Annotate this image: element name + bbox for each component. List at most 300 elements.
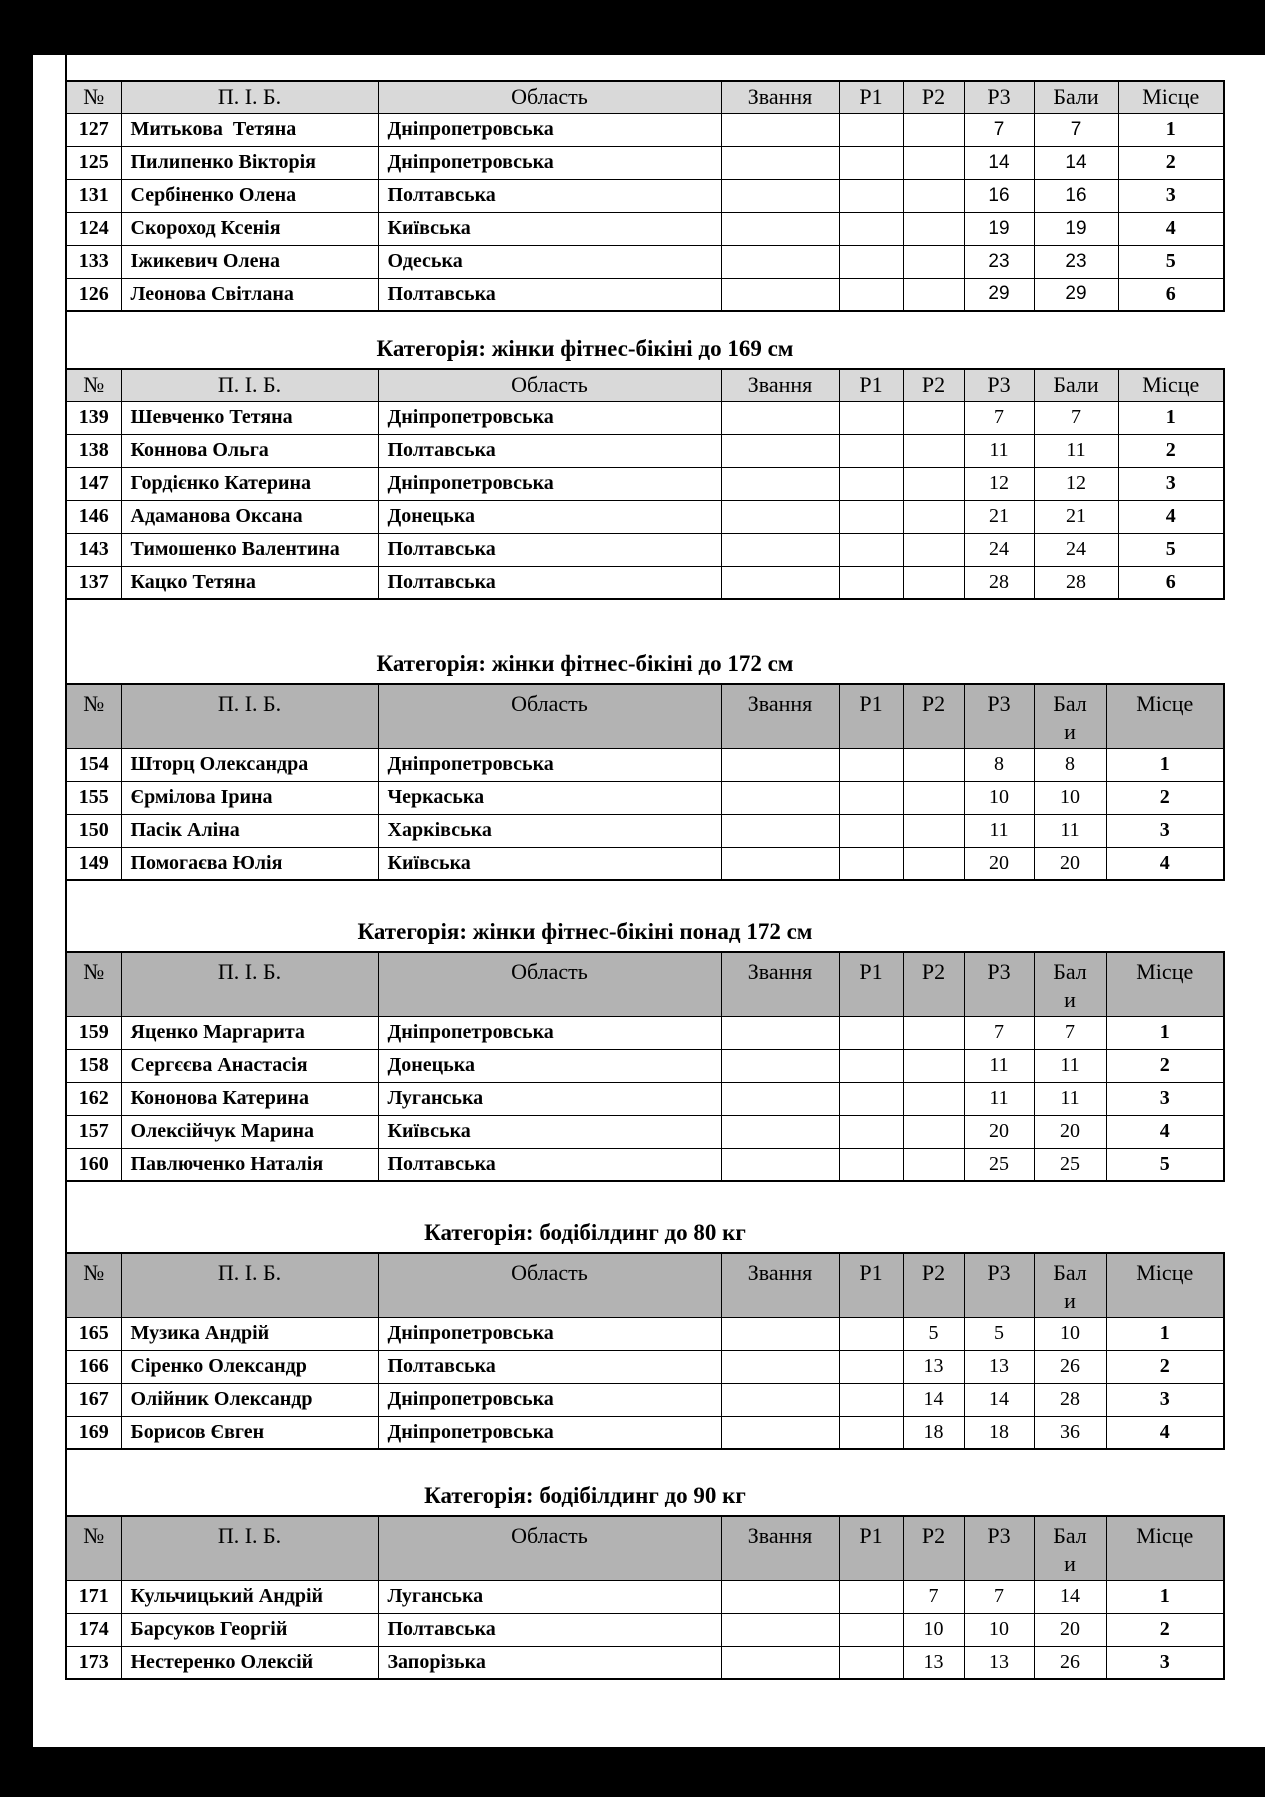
cell-r2 <box>903 1016 964 1049</box>
cell-points: 28 <box>1034 566 1118 599</box>
cell-r1 <box>839 1049 903 1082</box>
column-header-points: Бал и <box>1034 952 1106 1016</box>
cell-no: 166 <box>66 1350 121 1383</box>
cell-no: 167 <box>66 1383 121 1416</box>
cell-r3: 23 <box>964 245 1034 278</box>
table-row <box>66 1383 1224 1416</box>
cell-place: 1 <box>1106 748 1224 781</box>
cell-r2 <box>903 179 964 212</box>
cell-r3: 14 <box>964 146 1034 179</box>
cell-rank <box>721 1613 839 1646</box>
column-header-no: № <box>66 952 121 1016</box>
cell-place: 5 <box>1118 245 1224 278</box>
cell-rank <box>721 1580 839 1613</box>
cell-points: 11 <box>1034 1082 1106 1115</box>
column-header-r1: Р1 <box>839 81 903 113</box>
cell-name: Шевченко Тетяна <box>121 401 378 434</box>
table-row <box>66 533 1224 566</box>
column-header-no: № <box>66 1253 121 1317</box>
cell-r2 <box>903 278 964 311</box>
table-row <box>66 146 1224 179</box>
table-row <box>66 1082 1224 1115</box>
cell-rank <box>721 1115 839 1148</box>
category-band <box>65 1450 1223 1515</box>
cell-points: 26 <box>1034 1350 1106 1383</box>
cell-name: Помогаєва Юлія <box>121 847 378 880</box>
cell-r2: 14 <box>903 1383 964 1416</box>
column-header-place: Місце <box>1106 684 1224 748</box>
cell-r3: 13 <box>964 1646 1034 1679</box>
table-row <box>66 1416 1224 1449</box>
cell-region: Дніпропетровська <box>378 748 721 781</box>
cell-r1 <box>839 278 903 311</box>
cell-rank <box>721 1317 839 1350</box>
cell-no: 155 <box>66 781 121 814</box>
cell-r1 <box>839 1613 903 1646</box>
cell-no: 173 <box>66 1646 121 1679</box>
cell-no: 160 <box>66 1148 121 1181</box>
cell-points: 12 <box>1034 467 1118 500</box>
cell-place: 4 <box>1118 212 1224 245</box>
cell-r3: 5 <box>964 1317 1034 1350</box>
cell-no: 171 <box>66 1580 121 1613</box>
cell-rank <box>721 1082 839 1115</box>
cell-name: Леонова Світлана <box>121 278 378 311</box>
cell-no: 137 <box>66 566 121 599</box>
results-table <box>65 80 1225 312</box>
cell-no: 125 <box>66 146 121 179</box>
cell-place: 4 <box>1106 847 1224 880</box>
results-table <box>65 1515 1225 1680</box>
cell-place: 1 <box>1106 1016 1224 1049</box>
cell-place: 1 <box>1106 1317 1224 1350</box>
cell-points: 11 <box>1034 814 1106 847</box>
cell-r1 <box>839 434 903 467</box>
cell-points: 14 <box>1034 146 1118 179</box>
cell-place: 3 <box>1106 814 1224 847</box>
cell-region: Київська <box>378 1115 721 1148</box>
cell-r3: 7 <box>964 401 1034 434</box>
cell-place: 2 <box>1106 1350 1224 1383</box>
column-header-points: Бали <box>1034 81 1118 113</box>
cell-points: 7 <box>1034 113 1118 146</box>
header-row <box>66 369 1224 401</box>
cell-r3: 21 <box>964 500 1034 533</box>
cell-r1 <box>839 245 903 278</box>
cell-r1 <box>839 566 903 599</box>
cell-no: 157 <box>66 1115 121 1148</box>
column-header-no: № <box>66 81 121 113</box>
header-row <box>66 1516 1224 1580</box>
header-row <box>66 684 1224 748</box>
cell-region: Дніпропетровська <box>378 1383 721 1416</box>
cell-place: 6 <box>1118 278 1224 311</box>
cell-r2 <box>903 146 964 179</box>
cell-no: 133 <box>66 245 121 278</box>
cell-name: Яценко Маргарита <box>121 1016 378 1049</box>
table-row <box>66 212 1224 245</box>
cell-r3: 16 <box>964 179 1034 212</box>
cell-place: 1 <box>1106 1580 1224 1613</box>
column-header-region: Область <box>378 952 721 1016</box>
column-header-rank: Звання <box>721 81 839 113</box>
cell-points: 24 <box>1034 533 1118 566</box>
cell-name: Сіренко Олександр <box>121 1350 378 1383</box>
cell-rank <box>721 212 839 245</box>
cell-r3: 11 <box>964 814 1034 847</box>
column-header-points: Бали <box>1034 369 1118 401</box>
cell-r1 <box>839 533 903 566</box>
cell-place: 2 <box>1118 434 1224 467</box>
cell-r1 <box>839 1016 903 1049</box>
cell-points: 7 <box>1034 401 1118 434</box>
table-row <box>66 401 1224 434</box>
cell-r1 <box>839 1580 903 1613</box>
table-row <box>66 1350 1224 1383</box>
cell-rank <box>721 500 839 533</box>
column-header-place: Місце <box>1118 81 1224 113</box>
cell-region: Донецька <box>378 500 721 533</box>
cell-r2 <box>903 401 964 434</box>
cell-place: 2 <box>1106 781 1224 814</box>
cell-r1 <box>839 1317 903 1350</box>
cell-place: 6 <box>1118 566 1224 599</box>
category-band <box>65 600 1223 683</box>
cell-points: 20 <box>1034 847 1106 880</box>
cell-region: Полтавська <box>378 1350 721 1383</box>
table-row <box>66 748 1224 781</box>
column-header-r3: Р3 <box>964 369 1034 401</box>
cell-points: 23 <box>1034 245 1118 278</box>
cell-r2 <box>903 847 964 880</box>
cell-r3: 10 <box>964 1613 1034 1646</box>
cell-place: 4 <box>1106 1416 1224 1449</box>
cell-place: 4 <box>1106 1115 1224 1148</box>
table-row <box>66 434 1224 467</box>
cell-place: 2 <box>1118 146 1224 179</box>
cell-rank <box>721 1148 839 1181</box>
column-header-r2: Р2 <box>903 81 964 113</box>
cell-no: 154 <box>66 748 121 781</box>
cell-no: 149 <box>66 847 121 880</box>
cell-r3: 18 <box>964 1416 1034 1449</box>
header-row <box>66 952 1224 1016</box>
column-header-name: П. І. Б. <box>121 81 378 113</box>
cell-r1 <box>839 179 903 212</box>
cell-points: 21 <box>1034 500 1118 533</box>
cell-r3: 11 <box>964 1049 1034 1082</box>
cell-r2: 13 <box>903 1646 964 1679</box>
cell-no: 139 <box>66 401 121 434</box>
cell-points: 28 <box>1034 1383 1106 1416</box>
category-band <box>65 881 1223 951</box>
column-header-region: Область <box>378 81 721 113</box>
column-header-name: П. І. Б. <box>121 1516 378 1580</box>
cell-r1 <box>839 1350 903 1383</box>
cell-r1 <box>839 467 903 500</box>
column-header-place: Місце <box>1118 369 1224 401</box>
cell-points: 11 <box>1034 434 1118 467</box>
cell-r1 <box>839 113 903 146</box>
cell-rank <box>721 113 839 146</box>
cell-rank <box>721 566 839 599</box>
category-title: Категорія: жінки фітнес-бікіні до 169 см <box>376 335 794 361</box>
cell-r2 <box>903 113 964 146</box>
cell-name: Кульчицький Андрій <box>121 1580 378 1613</box>
results-table <box>65 683 1225 881</box>
cell-rank <box>721 847 839 880</box>
cell-rank <box>721 467 839 500</box>
cell-region: Полтавська <box>378 566 721 599</box>
cell-r1 <box>839 1383 903 1416</box>
cell-r1 <box>839 1416 903 1449</box>
category-title: Категорія: бодібілдинг до 90 кг <box>424 1482 746 1508</box>
cell-name: Єрмілова Ірина <box>121 781 378 814</box>
cell-r3: 19 <box>964 212 1034 245</box>
column-header-points: Бал и <box>1034 684 1106 748</box>
cell-r1 <box>839 1646 903 1679</box>
cell-r2: 10 <box>903 1613 964 1646</box>
cell-r2 <box>903 212 964 245</box>
cell-region: Полтавська <box>378 533 721 566</box>
cell-name: Адаманова Оксана <box>121 500 378 533</box>
column-header-r1: Р1 <box>839 1516 903 1580</box>
cell-name: Кононова Катерина <box>121 1082 378 1115</box>
cell-r1 <box>839 1082 903 1115</box>
cell-r2 <box>903 566 964 599</box>
cell-r3: 7 <box>964 113 1034 146</box>
cell-r2: 5 <box>903 1317 964 1350</box>
cell-rank <box>721 278 839 311</box>
column-header-rank: Звання <box>721 1516 839 1580</box>
cell-region: Донецька <box>378 1049 721 1082</box>
cell-points: 16 <box>1034 179 1118 212</box>
column-header-r1: Р1 <box>839 952 903 1016</box>
cell-name: Коннова Ольга <box>121 434 378 467</box>
cell-r1 <box>839 401 903 434</box>
cell-r1 <box>839 748 903 781</box>
cell-no: 150 <box>66 814 121 847</box>
cell-place: 3 <box>1118 467 1224 500</box>
cell-r1 <box>839 500 903 533</box>
table-row <box>66 245 1224 278</box>
category-title: Категорія: жінки фітнес-бікіні понад 172 см <box>357 918 813 944</box>
cell-region: Одеська <box>378 245 721 278</box>
table-row <box>66 1115 1224 1148</box>
cell-place: 3 <box>1106 1082 1224 1115</box>
cell-no: 124 <box>66 212 121 245</box>
cell-r3: 29 <box>964 278 1034 311</box>
column-header-r2: Р2 <box>903 369 964 401</box>
cell-r3: 10 <box>964 781 1034 814</box>
cell-r3: 7 <box>964 1016 1034 1049</box>
cell-no: 165 <box>66 1317 121 1350</box>
column-header-region: Область <box>378 369 721 401</box>
cell-points: 11 <box>1034 1049 1106 1082</box>
table-row <box>66 566 1224 599</box>
cell-region: Дніпропетровська <box>378 401 721 434</box>
column-header-r1: Р1 <box>839 1253 903 1317</box>
cell-no: 174 <box>66 1613 121 1646</box>
cell-points: 29 <box>1034 278 1118 311</box>
cell-rank <box>721 1646 839 1679</box>
column-header-no: № <box>66 369 121 401</box>
results-table <box>65 368 1225 600</box>
cell-region: Полтавська <box>378 1148 721 1181</box>
cell-r2 <box>903 814 964 847</box>
header-row <box>66 81 1224 113</box>
table-row <box>66 781 1224 814</box>
table-row <box>66 1613 1224 1646</box>
cell-r2 <box>903 1115 964 1148</box>
cell-no: 126 <box>66 278 121 311</box>
column-header-r1: Р1 <box>839 684 903 748</box>
cell-r3: 14 <box>964 1383 1034 1416</box>
category-title: Категорія: бодібілдинг до 80 кг <box>424 1219 746 1245</box>
column-header-region: Область <box>378 684 721 748</box>
cell-name: Пасік Аліна <box>121 814 378 847</box>
column-header-points: Бал и <box>1034 1516 1106 1580</box>
cell-points: 26 <box>1034 1646 1106 1679</box>
cell-r2 <box>903 1082 964 1115</box>
table-row <box>66 1580 1224 1613</box>
cell-r3: 20 <box>964 1115 1034 1148</box>
cell-place: 4 <box>1118 500 1224 533</box>
header-row <box>66 1253 1224 1317</box>
cell-region: Запорізька <box>378 1646 721 1679</box>
column-header-region: Область <box>378 1516 721 1580</box>
cell-region: Київська <box>378 847 721 880</box>
cell-region: Дніпропетровська <box>378 1016 721 1049</box>
column-header-points: Бал и <box>1034 1253 1106 1317</box>
cell-place: 2 <box>1106 1613 1224 1646</box>
cell-name: Скороход Ксенія <box>121 212 378 245</box>
column-header-place: Місце <box>1106 952 1224 1016</box>
cell-region: Харківська <box>378 814 721 847</box>
table-row <box>66 814 1224 847</box>
cell-r2 <box>903 533 964 566</box>
cell-region: Київська <box>378 212 721 245</box>
cell-r3: 11 <box>964 434 1034 467</box>
results-table <box>65 1252 1225 1450</box>
cell-points: 10 <box>1034 781 1106 814</box>
table-row <box>66 500 1224 533</box>
cell-no: 147 <box>66 467 121 500</box>
cell-no: 158 <box>66 1049 121 1082</box>
column-header-name: П. І. Б. <box>121 952 378 1016</box>
cell-name: Пилипенко Вікторія <box>121 146 378 179</box>
column-header-r3: Р3 <box>964 684 1034 748</box>
column-header-no: № <box>66 684 121 748</box>
cell-name: Олійник Олександр <box>121 1383 378 1416</box>
cell-region: Дніпропетровська <box>378 1416 721 1449</box>
cell-region: Полтавська <box>378 179 721 212</box>
page-edge-left <box>0 0 33 1797</box>
cell-rank <box>721 179 839 212</box>
cell-rank <box>721 533 839 566</box>
category-band <box>65 1182 1223 1252</box>
cell-name: Митькова Тетяна <box>121 113 378 146</box>
cell-r1 <box>839 1148 903 1181</box>
cell-region: Дніпропетровська <box>378 113 721 146</box>
cell-points: 36 <box>1034 1416 1106 1449</box>
table-row <box>66 1646 1224 1679</box>
cell-rank <box>721 1350 839 1383</box>
cell-place: 1 <box>1118 401 1224 434</box>
column-header-r3: Р3 <box>964 81 1034 113</box>
column-header-r3: Р3 <box>964 1516 1034 1580</box>
cell-points: 8 <box>1034 748 1106 781</box>
table-row <box>66 1049 1224 1082</box>
cell-r2: 13 <box>903 1350 964 1383</box>
cell-rank <box>721 401 839 434</box>
cell-place: 5 <box>1118 533 1224 566</box>
page-edge-bottom <box>0 1747 1265 1797</box>
cell-r3: 7 <box>964 1580 1034 1613</box>
column-header-place: Місце <box>1106 1516 1224 1580</box>
column-header-r2: Р2 <box>903 1253 964 1317</box>
cell-name: Барсуков Георгій <box>121 1613 378 1646</box>
cell-rank <box>721 814 839 847</box>
cell-name: Олексійчук Марина <box>121 1115 378 1148</box>
table-row <box>66 1148 1224 1181</box>
cell-points: 20 <box>1034 1613 1106 1646</box>
cell-region: Дніпропетровська <box>378 467 721 500</box>
cell-place: 2 <box>1106 1049 1224 1082</box>
cell-rank <box>721 245 839 278</box>
cell-r2 <box>903 434 964 467</box>
cell-r3: 8 <box>964 748 1034 781</box>
table-row <box>66 467 1224 500</box>
cell-region: Луганська <box>378 1580 721 1613</box>
cell-region: Черкаська <box>378 781 721 814</box>
cell-name: Шторц Олександра <box>121 748 378 781</box>
column-header-rank: Звання <box>721 1253 839 1317</box>
cell-r2 <box>903 245 964 278</box>
cell-r2: 7 <box>903 1580 964 1613</box>
cell-r3: 28 <box>964 566 1034 599</box>
cell-place: 5 <box>1106 1148 1224 1181</box>
cell-name: Кацко Тетяна <box>121 566 378 599</box>
cell-rank <box>721 1416 839 1449</box>
cell-region: Дніпропетровська <box>378 146 721 179</box>
cell-r3: 24 <box>964 533 1034 566</box>
spacer-band <box>65 55 1223 80</box>
cell-name: Павлюченко Наталія <box>121 1148 378 1181</box>
cell-r2 <box>903 500 964 533</box>
cell-no: 143 <box>66 533 121 566</box>
column-header-rank: Звання <box>721 369 839 401</box>
cell-no: 127 <box>66 113 121 146</box>
category-title: Категорія: жінки фітнес-бікіні до 172 см <box>376 650 794 676</box>
table-row <box>66 278 1224 311</box>
cell-r2: 18 <box>903 1416 964 1449</box>
column-header-rank: Звання <box>721 952 839 1016</box>
cell-rank <box>721 1016 839 1049</box>
cell-no: 138 <box>66 434 121 467</box>
cell-region: Полтавська <box>378 1613 721 1646</box>
cell-no: 159 <box>66 1016 121 1049</box>
table-row <box>66 1016 1224 1049</box>
column-header-name: П. І. Б. <box>121 684 378 748</box>
cell-place: 3 <box>1106 1646 1224 1679</box>
cell-rank <box>721 781 839 814</box>
column-header-region: Область <box>378 1253 721 1317</box>
cell-r1 <box>839 781 903 814</box>
cell-name: Сергєєва Анастасія <box>121 1049 378 1082</box>
cell-region: Дніпропетровська <box>378 1317 721 1350</box>
cell-r2 <box>903 748 964 781</box>
